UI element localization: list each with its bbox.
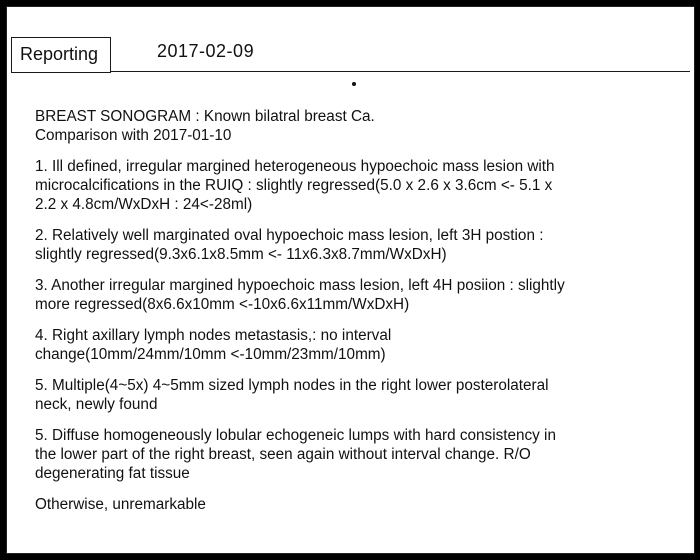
report-header — [7, 37, 694, 79]
finding-line: 3. Another irregular margined hypoechoic mass lesion, left 4H posiion : slightly — [35, 277, 565, 294]
finding-5 — [35, 376, 680, 414]
finding-line: microcalcifications in the RUIQ : slightly regressed(5.0 x 2.6 x 3.6cm <- 5.1 x — [35, 177, 553, 194]
closing-remark — [35, 495, 680, 514]
header-divider — [111, 71, 690, 72]
finding-line: change(10mm/24mm/10mm <-10mm/23mm/10mm) — [35, 346, 386, 363]
tab-reporting[interactable]: Reporting — [11, 37, 111, 73]
report-document — [6, 6, 695, 554]
finding-3 — [35, 276, 680, 314]
finding-line: 4. Right axillary lymph nodes metastasis,: no interval — [35, 327, 392, 344]
exam-title: BREAST SONOGRAM : Known bilatral breast Ca. — [35, 108, 375, 125]
finding-1 — [35, 157, 680, 214]
finding-2 — [35, 226, 680, 264]
finding-line: slightly regressed(9.3x6.1x8.5mm <- 11x6.3x8.7mm/WxDxH) — [35, 246, 447, 263]
finding-4 — [35, 326, 680, 364]
finding-line: 2. Relatively well marginated oval hypoechoic mass lesion, left 3H postion : — [35, 227, 544, 244]
finding-line: neck, newly found — [35, 396, 158, 413]
report-date: 2017-02-09 — [157, 41, 255, 61]
finding-line: 2.2 x 4.8cm/WxDxH : 24<-28ml) — [35, 196, 253, 213]
finding-line: 5. Diffuse homogeneously lobular echogeneic lumps with hard consistency in — [35, 427, 556, 444]
report-body — [35, 107, 680, 526]
finding-6 — [35, 426, 680, 483]
report-intro — [35, 107, 680, 145]
finding-line: more regressed(8x6.6x10mm <-10x6.6x11mm/WxDxH) — [35, 296, 410, 313]
closing-line: Otherwise, unremarkable — [35, 496, 206, 513]
finding-line: degenerating fat tissue — [35, 465, 190, 482]
comparison-line: Comparison with 2017-01-10 — [35, 127, 232, 144]
speck-dot — [352, 82, 356, 86]
finding-line: 5. Multiple(4~5x) 4~5mm sized lymph nodes in the right lower posterolateral — [35, 377, 549, 394]
finding-line: the lower part of the right breast, seen again without interval change. R/O — [35, 446, 531, 463]
finding-line: 1. Ill defined, irregular margined heterogeneous hypoechoic mass lesion with — [35, 158, 555, 175]
